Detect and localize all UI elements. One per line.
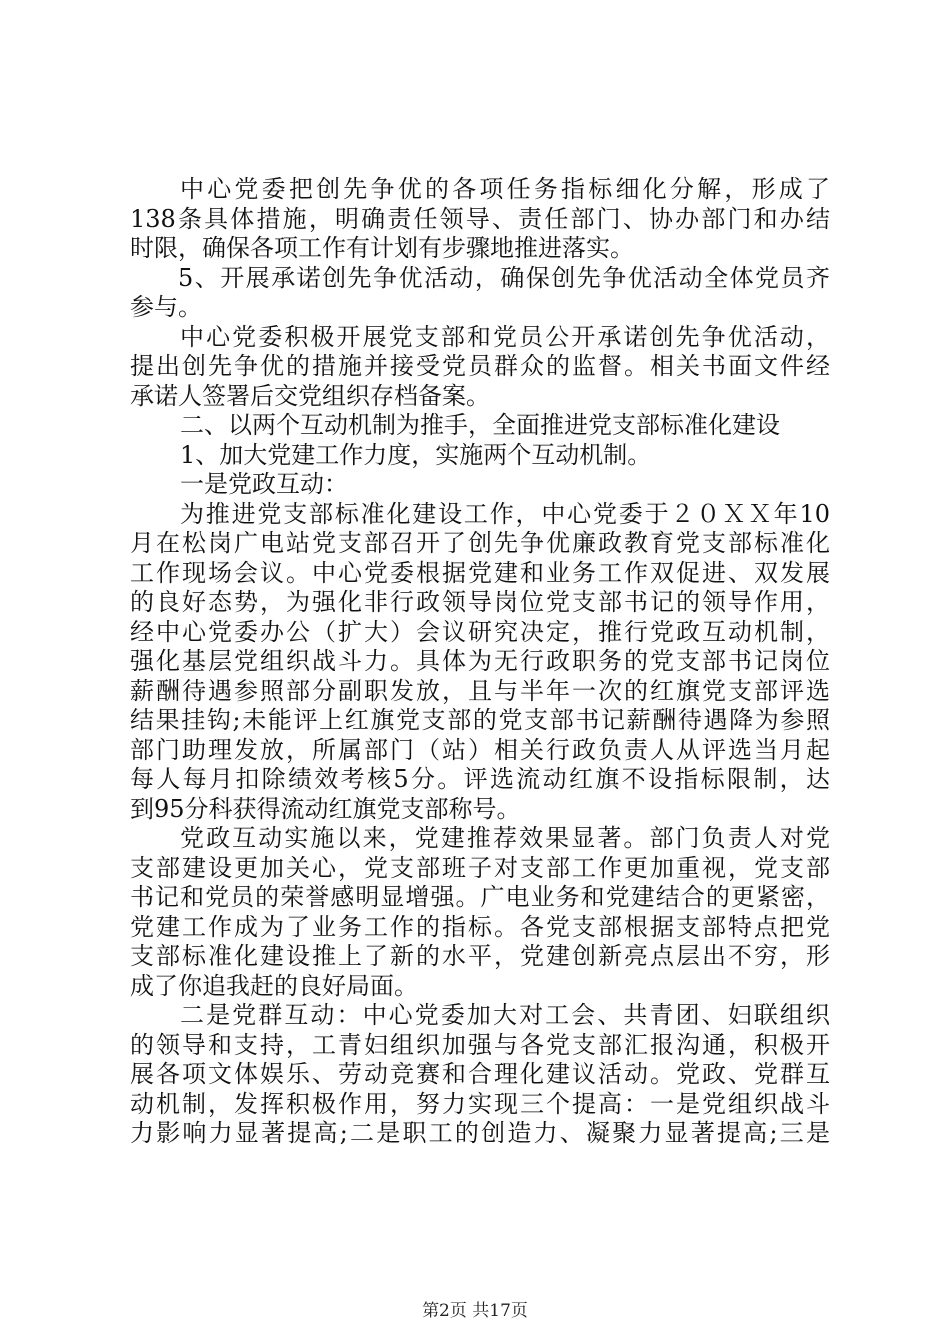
paragraph	[130, 441, 830, 471]
text-line: 时限，确保各项工作有计划有步骤地推进落实。	[130, 234, 634, 262]
text-line: 中心党委积极开展党支部和党员公开承诺创先争优活动，	[180, 322, 830, 351]
paragraph	[130, 264, 830, 323]
paragraph	[130, 323, 830, 412]
text-line: 参与。	[130, 293, 202, 321]
text-line: 成了你追我赶的良好局面。	[130, 971, 418, 1000]
paragraph	[130, 175, 830, 264]
text-line: 二、以两个互动机制为推手，全面推进党支部标准化建设	[180, 411, 780, 439]
text-line: 动机制，发挥积极作用，努力实现三个提高：一是党组织战斗	[130, 1089, 830, 1118]
text-line: 的领导和支持，工青妇组织加强与各党支部汇报沟通，积极开	[130, 1030, 830, 1059]
text-line: 二是党群互动：中心党委加大对工会、共青团、妇联组织	[180, 1001, 830, 1029]
text-line: 支部标准化建设推上了新的水平，党建创新亮点层出不穷，形	[130, 942, 830, 970]
text-line: 5、开展承诺创先争优活动，确保创先争优活动全体党员齐	[178, 263, 830, 292]
text-line: 展各项文体娱乐、劳动竞赛和合理化建议活动。党政、党群互	[130, 1060, 830, 1088]
paragraph	[130, 824, 830, 1001]
paragraph	[130, 470, 830, 500]
text-line: 中心党委把创先争优的各项任务指标细化分解，形成了	[180, 175, 830, 203]
text-line: 强化基层党组织战斗力。具体为无行政职务的党支部书记岗位	[130, 647, 830, 675]
text-line: 138条具体措施，明确责任领导、责任部门、协办部门和办结	[130, 204, 830, 233]
page-footer: 第2页 共17页	[422, 1301, 528, 1321]
text-line: 党建工作成为了业务工作的指标。各党支部根据支部特点把党	[130, 912, 830, 941]
text-line: 为推进党支部标准化建设工作，中心党委于２０ＸＸ年10	[180, 499, 830, 528]
text-line: 书记和党员的荣誉感明显增强。广电业务和党建结合的更紧密，	[130, 883, 830, 911]
text-line: 提出创先争优的措施并接受党员群众的监督。相关书面文件经	[130, 352, 830, 380]
document-body	[130, 175, 830, 1149]
text-line: 到95分科获得流动红旗党支部称号。	[130, 794, 521, 823]
text-line: 一是党政互动：	[180, 470, 348, 498]
text-line: 工作现场会议。中心党委根据党建和业务工作双促进、双发展	[130, 558, 830, 587]
text-line: 党政互动实施以来，党建推荐效果显著。部门负责人对党	[180, 824, 830, 852]
text-line: 1、加大党建工作力度，实施两个互动机制。	[180, 440, 652, 469]
paragraph	[130, 1001, 830, 1149]
paragraph	[130, 500, 830, 825]
paragraph	[130, 411, 830, 441]
text-line: 承诺人签署后交党组织存档备案。	[130, 381, 490, 410]
text-line: 月在松岗广电站党支部召开了创先争优廉政教育党支部标准化	[130, 529, 830, 557]
text-line: 经中心党委办公（扩大）会议研究决定，推行党政互动机制，	[130, 617, 830, 646]
text-line: 部门助理发放，所属部门（站）相关行政负责人从评选当月起	[130, 735, 830, 764]
text-line: 结果挂钩;未能评上红旗党支部的党支部书记薪酬待遇降为参照	[130, 706, 830, 734]
text-line: 薪酬待遇参照部分副职发放，且与半年一次的红旗党支部评选	[130, 676, 830, 705]
text-line: 每人每月扣除绩效考核5分。评选流动红旗不设指标限制，达	[130, 765, 830, 793]
text-line: 的良好态势，为强化非行政领导岗位党支部书记的领导作用，	[130, 588, 830, 616]
text-line: 支部建设更加关心，党支部班子对支部工作更加重视，党支部	[130, 853, 830, 882]
text-line: 力影响力显著提高;二是职工的创造力、凝聚力显著提高;三是	[130, 1119, 830, 1147]
